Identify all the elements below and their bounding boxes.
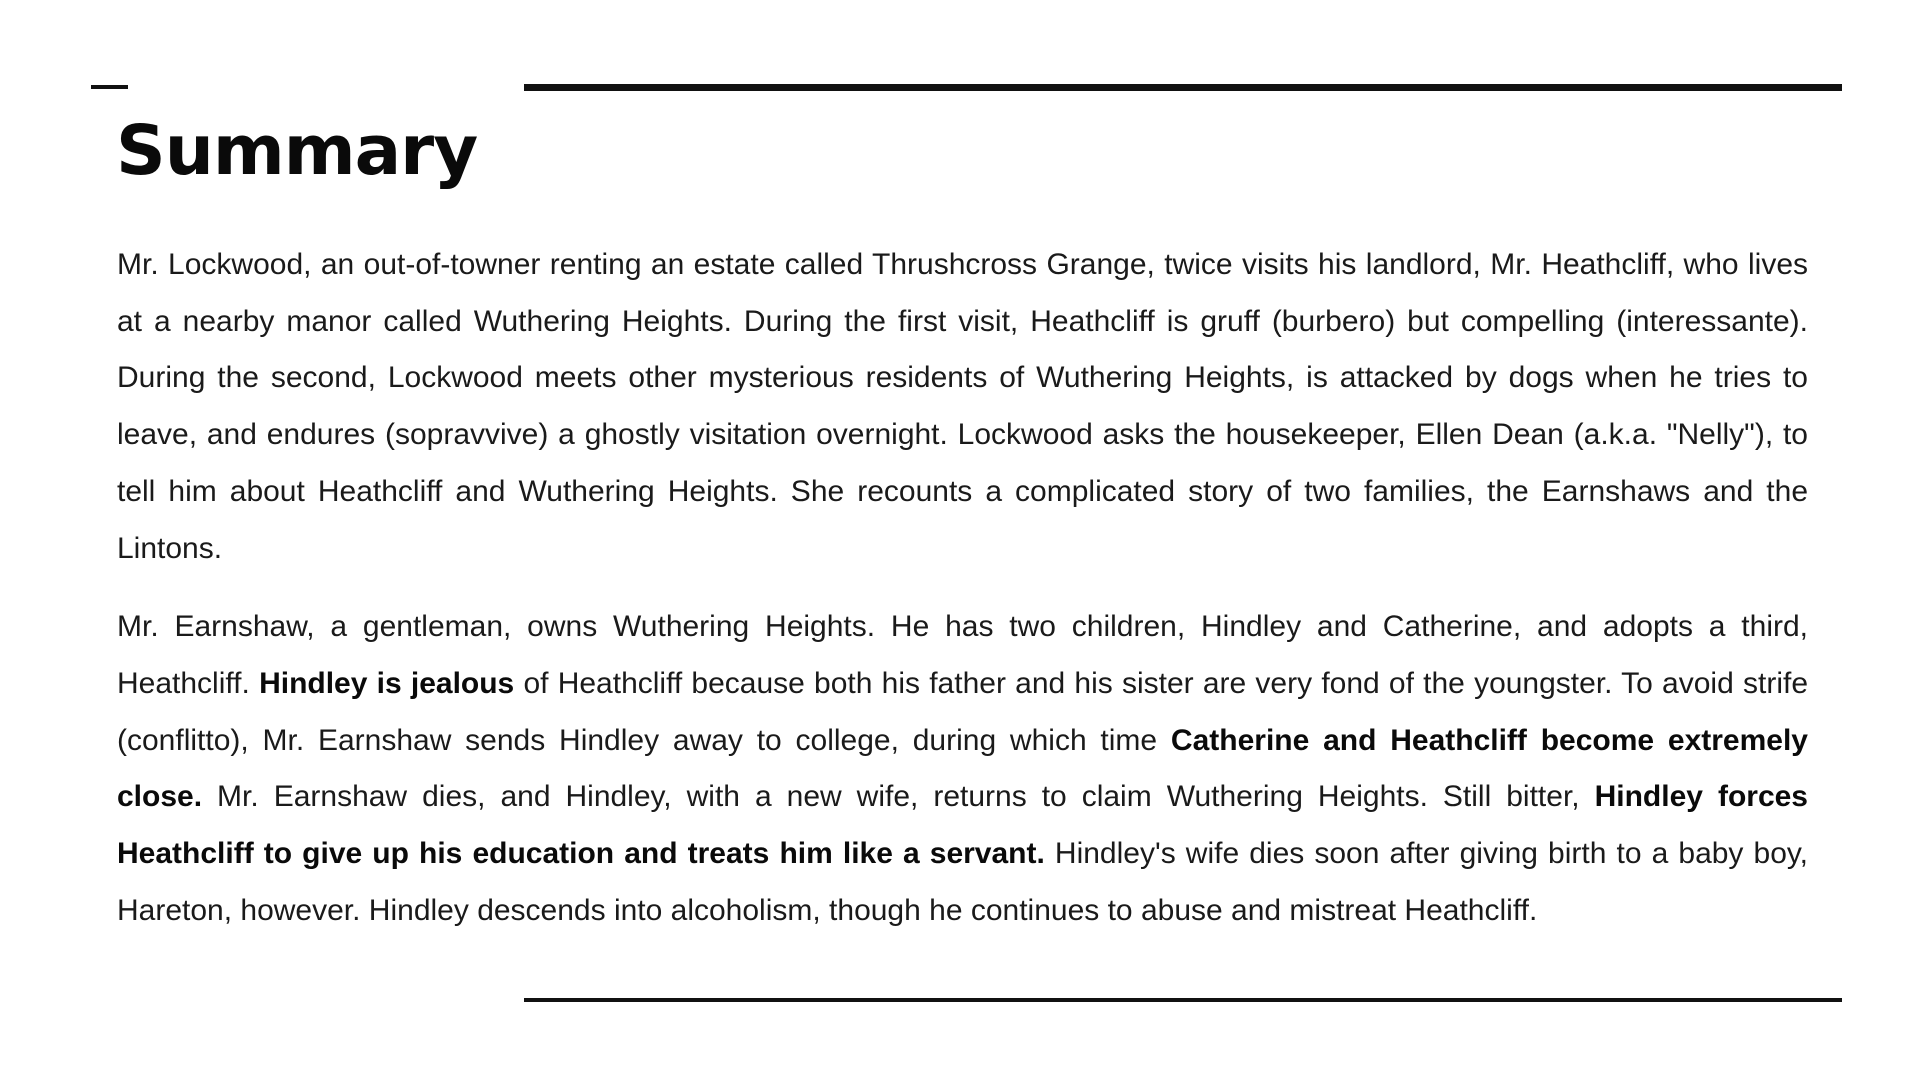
slide-title: Summary	[116, 111, 478, 191]
paragraph-text: Mr. Lockwood, an out-of-towner renting an estate called Thrushcross Grange, twice visits his landlord, Mr. Heathcliff, who lives at a nearby manor called Wuthering Heights. During the first visit, Heathcliff is gruff (burbero) but compelling (interessante). During the second, Lockwood meets other mysterious residents of Wuthering Heights, is attacked by dogs when he tries to leave, and endures (sopravvive) a ghostly visitation overnight. Lockwood asks the housekeeper, Ellen Dean (a.k.a. "Nelly"), to tell him about Heathcliff and Wuthering Heights. She recounts a complicated story of two families, the Earnshaws and the Lintons.	[117, 248, 1808, 565]
paragraph-text: Mr. Earnshaw, a gentleman, owns Wuthering Heights. He has two children, Hindley and Catherine, and adopts a third, Heathcliff.	[117, 610, 1808, 700]
paragraph-text: of Heathcliff because both his father and his sister are very fond of the youngster. To avoid strife (conflitto), Mr. Earnshaw sends Hindley away to college, during which time	[117, 666, 1808, 757]
header-rule	[524, 84, 1842, 91]
highlight-text: Hindley forces Heathcliff to give up his education and treats him like a servant.	[117, 780, 1808, 871]
paragraph-text: Hindley's wife dies soon after giving birth to a baby boy, Hareton, however. Hindley descends into alcoholism, though he continues to abuse and mistreat Heathcliff.	[117, 837, 1808, 927]
footer-rule	[524, 998, 1842, 1002]
summary-body	[117, 237, 1808, 939]
summary-paragraph-2	[117, 599, 1808, 939]
highlight-text: Catherine and Heathcliff become extremely close.	[117, 723, 1808, 814]
accent-rule-short	[91, 85, 128, 89]
summary-paragraph-1	[117, 237, 1808, 577]
highlight-text: Hindley is jealous	[259, 666, 515, 700]
paragraph-text: Mr. Earnshaw dies, and Hindley, with a new wife, returns to claim Wuthering Heights. Still bitter,	[202, 780, 1595, 814]
